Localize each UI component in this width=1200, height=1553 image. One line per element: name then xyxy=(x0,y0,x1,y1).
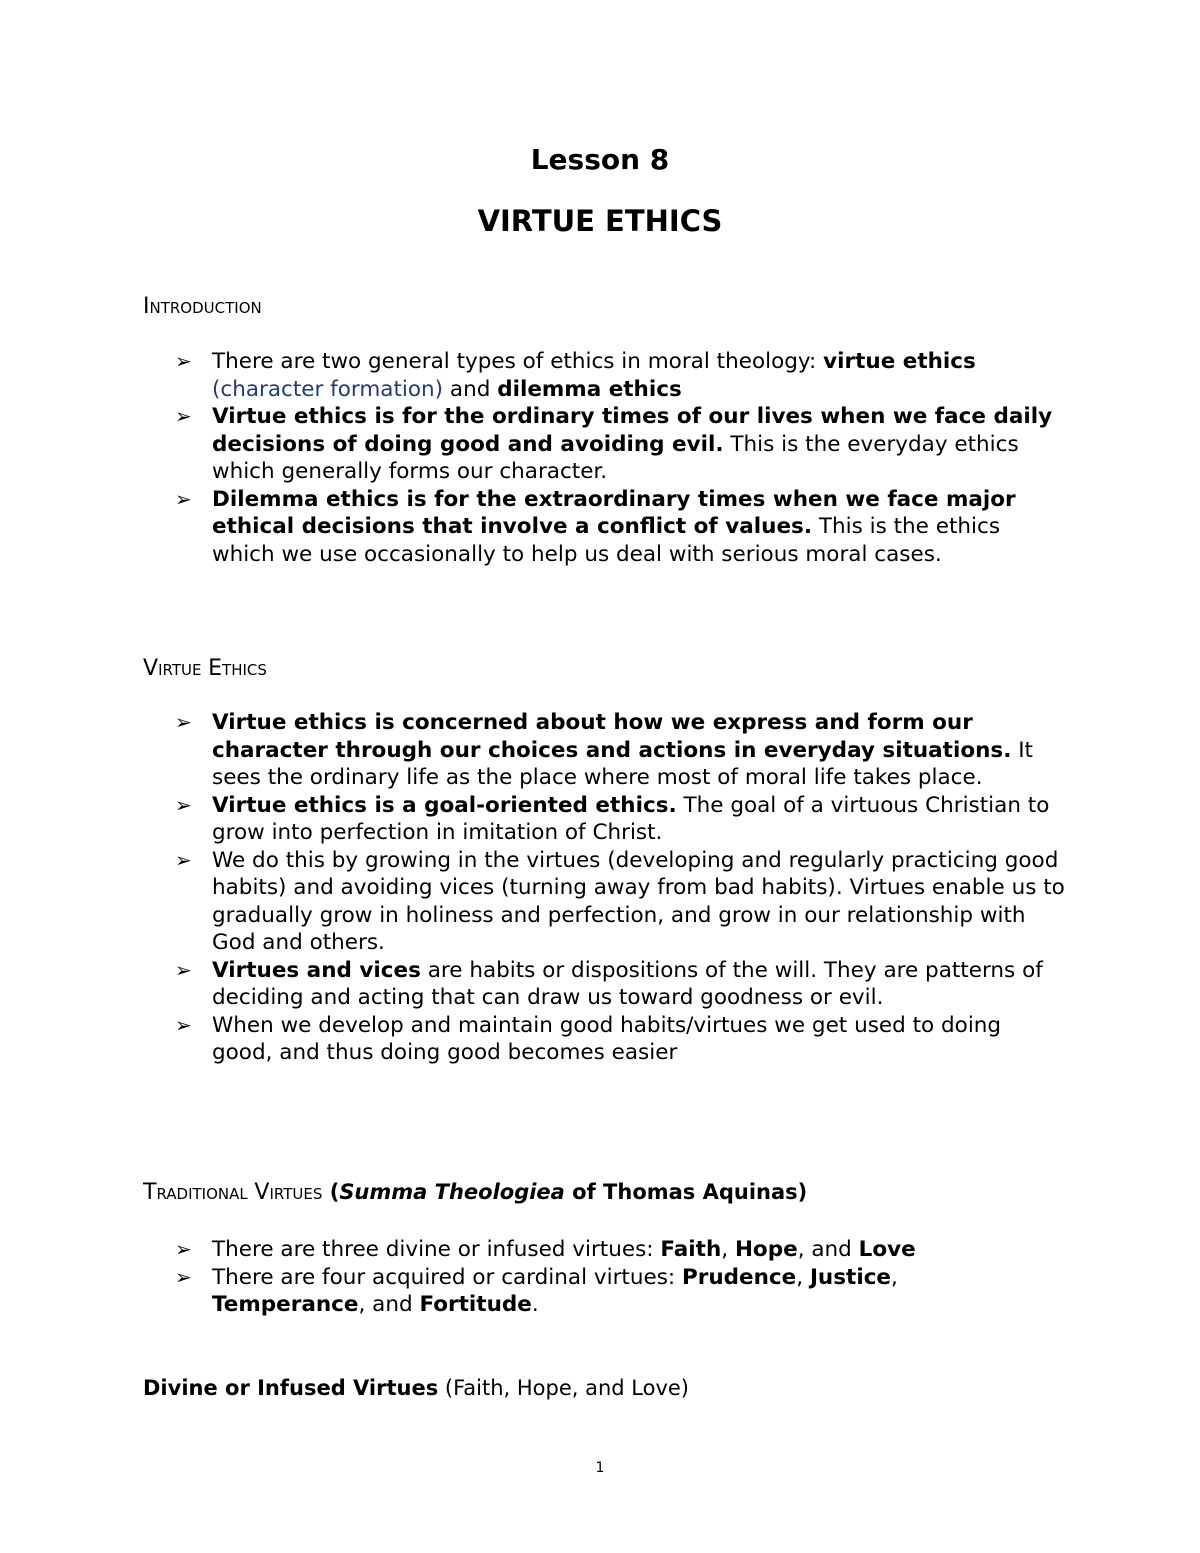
list-item: ➢ When we develop and maintain good habits/virtues we get used to doing good, and thus doing good becomes easier xyxy=(175,1012,1002,1065)
list-item: ➢ Dilemma ethics is for the extraordinary times when we face major ethical decisions that involve a conflict of values. This is the ethics which we use occasionally to help us deal with serious moral cases. xyxy=(175,486,1016,567)
list-item: ➢ There are two general types of ethics in moral theology: virtue ethics (character formation) and dilemma ethics xyxy=(175,349,976,402)
arrow-bullet-icon: ➢ xyxy=(175,404,192,428)
lesson-subtitle: VIRTUE ETHICS xyxy=(477,204,723,238)
list-item: ➢ There are four acquired or cardinal virtues: Prudence, Justice, Temperance, and Fortitude. xyxy=(175,1264,898,1317)
list-item: ➢ There are three divine or infused virtues: Faith, Hope, and Love xyxy=(175,1237,916,1262)
list-item: ➢ Virtue ethics is a goal-oriented ethics. The goal of a virtuous Christian to grow into perfection in imitation of Christ. xyxy=(175,792,1050,845)
arrow-bullet-icon: ➢ xyxy=(175,847,192,872)
arrow-bullet-icon: ➢ xyxy=(175,1237,192,1261)
arrow-bullet-icon: ➢ xyxy=(175,710,192,734)
virtue-ethics-list xyxy=(175,709,1065,1067)
section-heading-introduction: Introduction xyxy=(143,294,262,319)
arrow-bullet-icon: ➢ xyxy=(175,792,192,817)
introduction-list xyxy=(175,348,1065,568)
section-heading-virtue-ethics: Virtue Ethics xyxy=(143,656,267,681)
arrow-bullet-icon: ➢ xyxy=(175,1264,192,1289)
list-item: ➢ Virtues and vices are habits or dispositions of the will. They are patterns of deciding and acting that can draw us toward goodness or evil. xyxy=(175,957,1043,1010)
arrow-bullet-icon: ➢ xyxy=(175,486,192,511)
page-number: 1 xyxy=(595,1460,605,1476)
section-heading-traditional-virtues: Traditional Virtues (Summa Theologiea of Thomas Aquinas) xyxy=(143,1180,808,1205)
arrow-bullet-icon: ➢ xyxy=(175,349,192,373)
arrow-bullet-icon: ➢ xyxy=(175,1012,192,1037)
list-item: ➢ Virtue ethics is concerned about how we express and form our character through our choices and actions in everyday situations. It sees the ordinary life as the place where most of moral life takes place. xyxy=(175,710,1033,790)
subsection-heading-divine-virtues: Divine or Infused Virtues (Faith, Hope, and Love) xyxy=(143,1376,689,1400)
list-item: ➢ We do this by growing in the virtues (developing and regularly practicing good habits) and avoiding vices (turning away from bad habits). Virtues enable us to gradually grow in holiness and perfection, and grow in our relationship with God and others. xyxy=(175,847,1065,955)
traditional-virtues-list xyxy=(175,1236,1065,1319)
list-item: ➢ Virtue ethics is for the ordinary times of our lives when we face daily decisions of doing good and avoiding evil. This is the everyday ethics which generally forms our character. xyxy=(175,404,1053,484)
arrow-bullet-icon: ➢ xyxy=(175,957,192,982)
lesson-title: Lesson 8 xyxy=(530,143,670,176)
